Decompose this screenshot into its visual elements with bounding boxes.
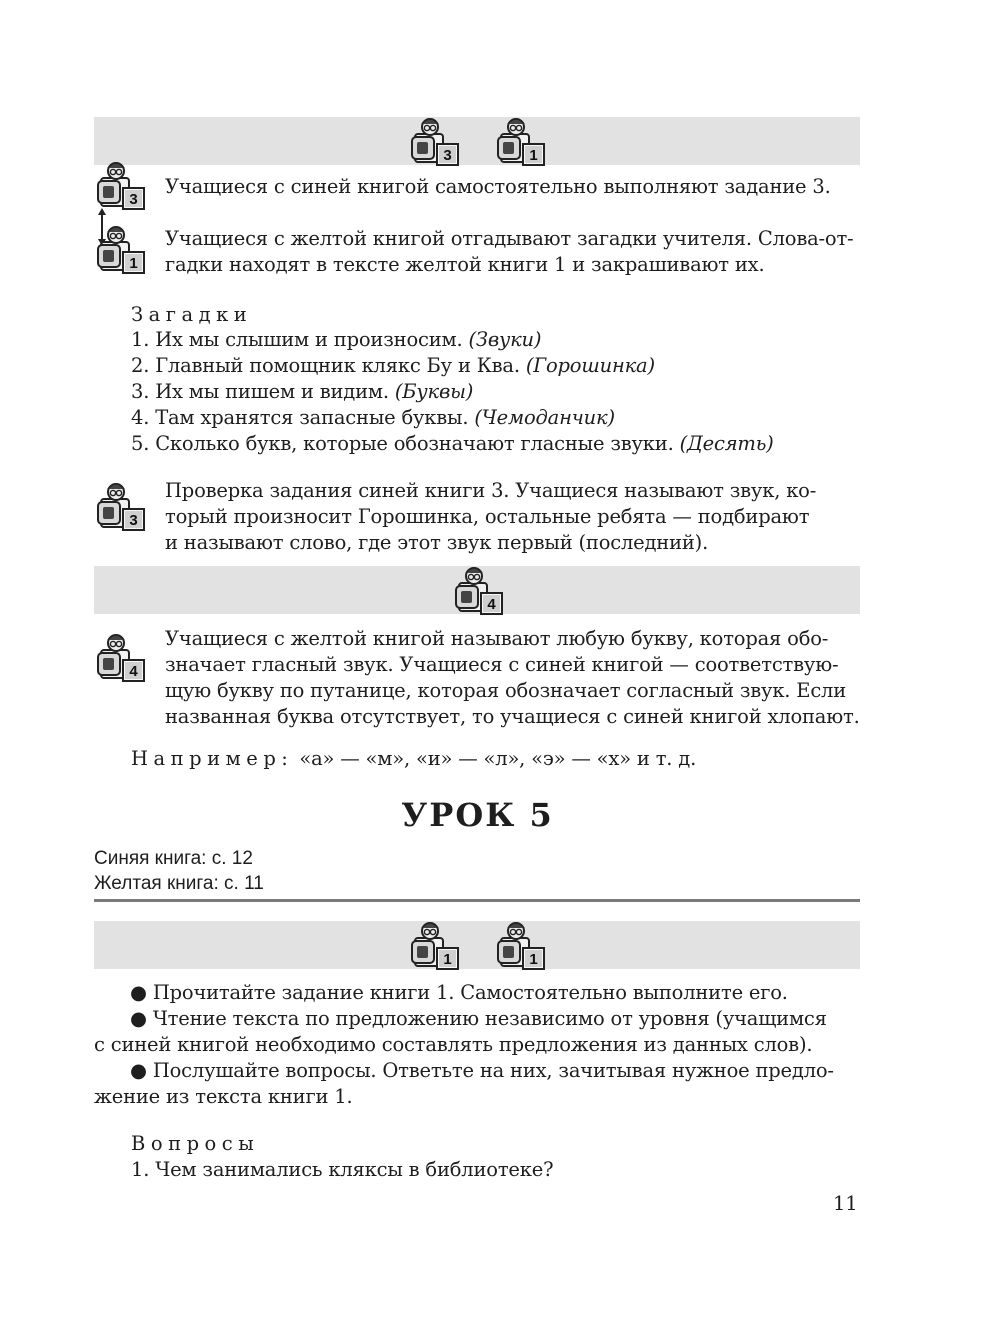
text-line: ● Прочитайте задание книги 1. Самостоятельно выполните его.: [130, 981, 788, 1004]
text-line: и называют слово, где этот звук первый (последний).: [165, 531, 709, 554]
text-line: с синей книгой необходимо составлять предложения из данных слов).: [94, 1033, 813, 1056]
kid-book-icon: [92, 158, 148, 214]
riddle-answer: (Звуки): [468, 328, 542, 351]
riddle-answer: (Горошинка): [525, 354, 655, 377]
riddle-answer: (Десять): [679, 432, 774, 455]
yellow-letter-task-text: [165, 626, 860, 730]
icon-number: 4: [487, 596, 496, 613]
page-number: 11: [833, 1192, 858, 1215]
blue-task-text: Учащиеся с синей книгой самостоятельно выполняют задание 3.: [165, 175, 831, 198]
icon-number: 1: [529, 147, 538, 164]
bullet-item: [94, 980, 860, 1006]
text-line: названная буква отсутствует, то учащиеся с синей книгой хлопают.: [165, 705, 860, 728]
text-line: ● Послушайте вопросы. Ответьте на них, зачитывая нужное предло-: [130, 1059, 834, 1082]
riddle-item: [131, 327, 774, 353]
riddle-text: 2. Главный помощник клякс Бу и Ква.: [131, 354, 526, 377]
section-band: [94, 117, 860, 165]
text-line: торый произносит Горошинка, остальные ребята — подбирают: [165, 505, 810, 528]
questions-heading: Вопросы: [131, 1132, 260, 1155]
riddles-list: [131, 327, 774, 457]
text-line: Проверка задания синей книги 3. Учащиеся называют звук, ко-: [165, 479, 817, 502]
kid-book-icon: [492, 918, 548, 974]
icon-number: 3: [443, 147, 452, 164]
riddle-item: [131, 431, 774, 457]
icon-number: 3: [129, 512, 138, 529]
kid-book-icon: [492, 114, 548, 170]
riddle-item: [131, 405, 774, 431]
riddle-text: 5. Сколько букв, которые обозначают гласные звуки.: [131, 432, 680, 455]
icon-number: 1: [529, 951, 538, 968]
text-line: Учащиеся с желтой книгой называют любую букву, которая обо-: [165, 627, 829, 650]
riddle-item: [131, 379, 774, 405]
section-band: [94, 921, 860, 969]
bullet-item: [94, 1058, 860, 1110]
text-line: ● Чтение текста по предложению независимо от уровня (учащимся: [130, 1007, 827, 1030]
icon-number: 1: [443, 951, 452, 968]
kid-book-icon: [92, 222, 148, 278]
riddle-text: 3. Их мы пишем и видим.: [131, 380, 395, 403]
riddle-answer: (Буквы): [394, 380, 474, 403]
example-text: «а» — «м», «и» — «л», «э» — «х» и т. д.: [293, 747, 697, 770]
kid-book-icon: [450, 563, 506, 619]
text-line: Учащиеся с желтой книгой отгадывают загадки учителя. Слова-от-: [165, 227, 854, 250]
example-label: Например:: [131, 747, 294, 770]
riddles-heading: Загадки: [131, 303, 253, 326]
blue-book-ref: Синяя книга: с. 12: [94, 848, 253, 869]
yellow-task-text: [165, 226, 860, 278]
kid-book-icon: [92, 479, 148, 535]
kid-book-icon: [92, 630, 148, 686]
riddle-item: [131, 353, 774, 379]
icon-number: 4: [129, 663, 138, 680]
lesson-title: УРОК 5: [401, 796, 554, 834]
bullet-item: [94, 1006, 860, 1058]
text-line: гадки находят в тексте желтой книги 1 и закрашивают их.: [165, 253, 765, 276]
divider: [94, 899, 860, 902]
kid-book-icon: [406, 114, 462, 170]
kid-book-icon: [406, 918, 462, 974]
icon-number: 1: [129, 255, 138, 272]
text-line: жение из текста книги 1.: [94, 1085, 353, 1108]
riddle-answer: (Чемоданчик): [474, 406, 615, 429]
check-text: [165, 478, 860, 556]
text-line: значает гласный звук. Учащиеся с синей книгой — соответствую-: [165, 653, 839, 676]
example-line: [131, 746, 696, 772]
text-line: щую букву по путанице, которая обозначает согласный звук. Если: [165, 679, 847, 702]
riddle-text: 4. Там хранятся запасные буквы.: [131, 406, 475, 429]
question-item: 1. Чем занимались кляксы в библиотеке?: [131, 1158, 554, 1181]
riddle-text: 1. Их мы слышим и произносим.: [131, 328, 469, 351]
bullet-list: [94, 980, 860, 1110]
yellow-book-ref: Желтая книга: с. 11: [94, 873, 264, 894]
icon-number: 3: [129, 191, 138, 208]
